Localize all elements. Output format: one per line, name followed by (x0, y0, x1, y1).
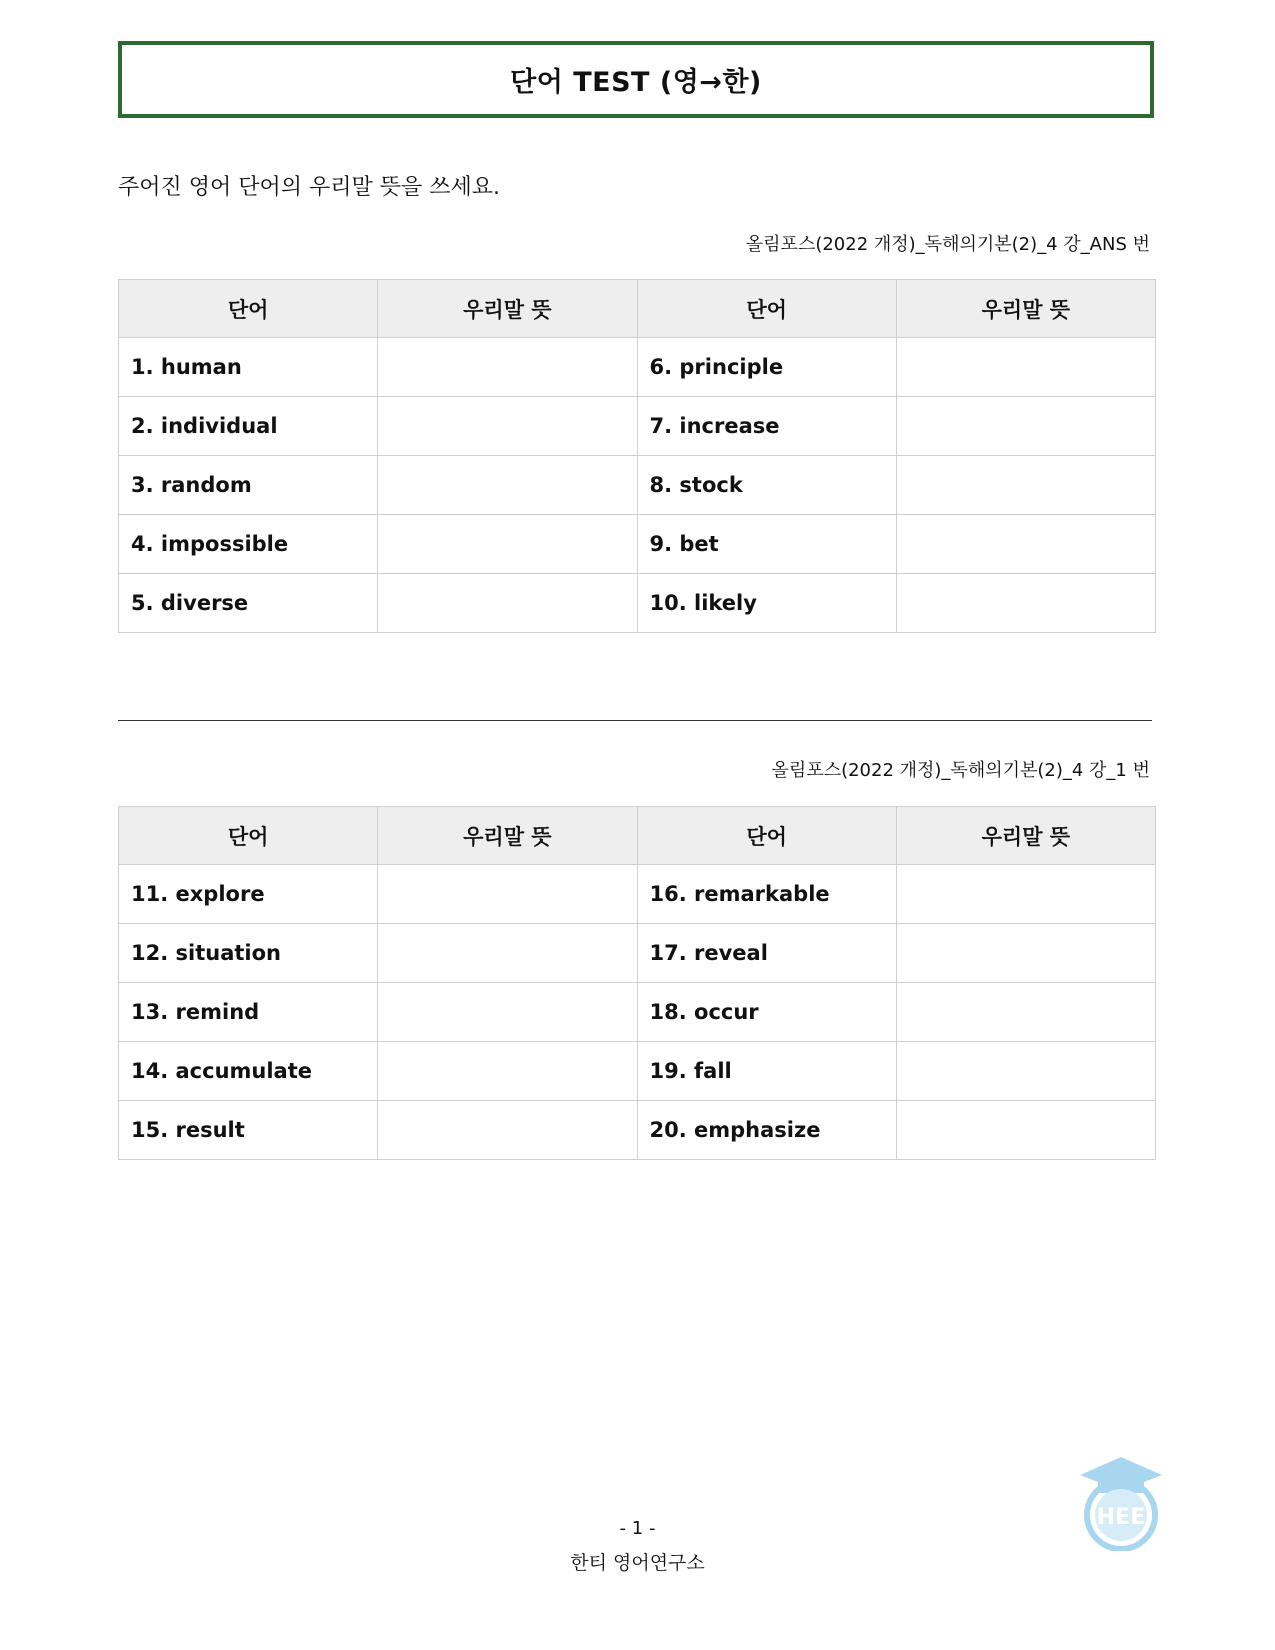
table-row (119, 865, 1156, 924)
word-cell: 14. accumulate (119, 1042, 378, 1101)
word-cell: 6. principle (637, 338, 896, 397)
source-label: 올림포스(2022 개정)_독해의기본(2)_4 강_1 번 (771, 760, 1150, 781)
table-header-row (119, 807, 1156, 865)
page-number: - 1 - (619, 1518, 656, 1539)
word-cell: 16. remarkable (637, 865, 896, 924)
graduation-cap-icon (1078, 1455, 1164, 1551)
word-cell: 3. random (119, 456, 378, 515)
table-row (119, 338, 1156, 397)
word-cell: 5. diverse (119, 574, 378, 633)
word-table (118, 279, 1156, 633)
header-word: 단어 (119, 807, 378, 865)
meaning-answer-cell[interactable] (378, 515, 637, 574)
header-meaning: 우리말 뜻 (896, 280, 1155, 338)
meaning-answer-cell[interactable] (378, 865, 637, 924)
logo-text: HEE (1096, 1505, 1146, 1530)
word-cell: 10. likely (637, 574, 896, 633)
table-row (119, 456, 1156, 515)
meaning-answer-cell[interactable] (896, 574, 1155, 633)
meaning-answer-cell[interactable] (896, 983, 1155, 1042)
footer-org: 한티 영어연구소 (570, 1552, 705, 1574)
word-cell: 2. individual (119, 397, 378, 456)
instruction-text: 주어진 영어 단어의 우리말 뜻을 쓰세요. (118, 175, 500, 200)
header-word: 단어 (119, 280, 378, 338)
page-title: 단어 TEST (영→한) (510, 67, 762, 98)
meaning-answer-cell[interactable] (378, 456, 637, 515)
word-cell: 20. emphasize (637, 1101, 896, 1160)
meaning-answer-cell[interactable] (378, 574, 637, 633)
section-divider (118, 720, 1152, 721)
header-meaning: 우리말 뜻 (378, 280, 637, 338)
meaning-answer-cell[interactable] (896, 865, 1155, 924)
meaning-answer-cell[interactable] (896, 1101, 1155, 1160)
word-cell: 8. stock (637, 456, 896, 515)
header-meaning: 우리말 뜻 (378, 807, 637, 865)
header-word: 단어 (637, 280, 896, 338)
word-cell: 18. occur (637, 983, 896, 1042)
word-cell: 9. bet (637, 515, 896, 574)
table-row (119, 515, 1156, 574)
word-cell: 11. explore (119, 865, 378, 924)
meaning-answer-cell[interactable] (896, 338, 1155, 397)
meaning-answer-cell[interactable] (896, 515, 1155, 574)
meaning-answer-cell[interactable] (378, 983, 637, 1042)
title-box (118, 41, 1154, 118)
table-row (119, 983, 1156, 1042)
word-cell: 13. remind (119, 983, 378, 1042)
table-row (119, 924, 1156, 983)
header-word: 단어 (637, 807, 896, 865)
meaning-answer-cell[interactable] (378, 338, 637, 397)
table-row (119, 1042, 1156, 1101)
source-label: 올림포스(2022 개정)_독해의기본(2)_4 강_ANS 번 (745, 234, 1150, 255)
meaning-answer-cell[interactable] (896, 1042, 1155, 1101)
word-cell: 19. fall (637, 1042, 896, 1101)
word-cell: 7. increase (637, 397, 896, 456)
table-header-row (119, 280, 1156, 338)
word-cell: 4. impossible (119, 515, 378, 574)
meaning-answer-cell[interactable] (378, 397, 637, 456)
word-cell: 12. situation (119, 924, 378, 983)
table-row (119, 574, 1156, 633)
word-cell: 17. reveal (637, 924, 896, 983)
meaning-answer-cell[interactable] (378, 924, 637, 983)
meaning-answer-cell[interactable] (378, 1042, 637, 1101)
meaning-answer-cell[interactable] (896, 924, 1155, 983)
header-meaning: 우리말 뜻 (896, 807, 1155, 865)
table-row (119, 1101, 1156, 1160)
meaning-answer-cell[interactable] (896, 456, 1155, 515)
meaning-answer-cell[interactable] (378, 1101, 637, 1160)
word-cell: 15. result (119, 1101, 378, 1160)
meaning-answer-cell[interactable] (896, 397, 1155, 456)
table-row (119, 397, 1156, 456)
word-cell: 1. human (119, 338, 378, 397)
word-table (118, 806, 1156, 1160)
